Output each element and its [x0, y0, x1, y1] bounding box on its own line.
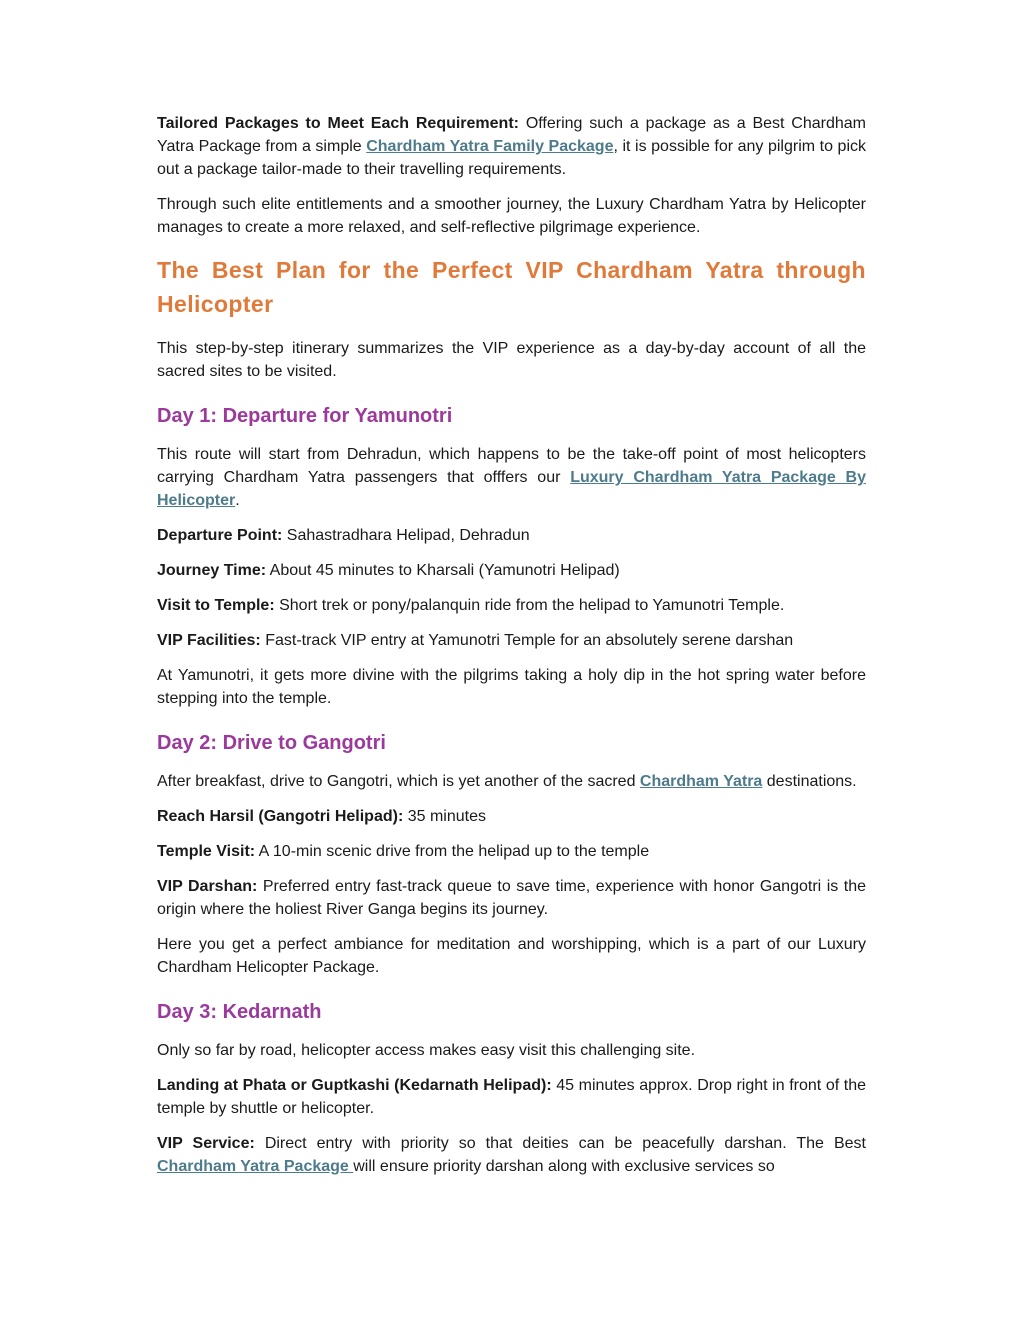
day2-vip-darshan	[157, 875, 866, 921]
day1-journey-time	[157, 559, 866, 582]
day1-departure-text: Sahastradhara Helipad, Dehradun	[282, 527, 530, 544]
itinerary-intro: This step-by-step itinerary summarizes the VIP experience as a day-by-day account of all the sacred sites to be visited.	[157, 340, 866, 380]
day1-route-text-a: This route will start from Dehradun, which happens to be the take-off point of most helicopters carrying Chardham Yatra passengers that offfers our	[157, 446, 866, 486]
day2-intro-paragraph	[157, 770, 866, 793]
tailored-packages-text-a: Offering such a package as a Best Chardham Yatra Package from a simple	[157, 115, 866, 155]
day3-landing-label: Landing at Phata or Guptkashi (Kedarnath Helipad):	[157, 1077, 552, 1094]
elite-entitlements-paragraph: Through such elite entitlements and a smoother journey, the Luxury Chardham Yatra by Helicopter manages to create a more relaxed, and self-reflective pilgrimage experience.	[157, 196, 866, 236]
day3-vip-service	[157, 1132, 866, 1178]
day1-vip-facilities	[157, 629, 866, 652]
day3-intro: Only so far by road, helicopter access makes easy visit this challenging site.	[157, 1042, 696, 1059]
day2-heading: Day 2: Drive to Gangotri	[157, 732, 386, 754]
day2-temple-text: A 10-min scenic drive from the helipad up to the temple	[255, 843, 650, 860]
day1-closing: At Yamunotri, it gets more divine with the pilgrims taking a holy dip in the hot spring water before stepping into the temple.	[157, 667, 866, 707]
day1-vip-text: Fast-track VIP entry at Yamunotri Temple for an absolutely serene darshan	[260, 632, 794, 649]
tailored-packages-text-b: , it is possible for any pilgrim to pick out a package tailor-made to their travelling requirements.	[157, 138, 866, 178]
day1-temple-text: Short trek or pony/palanquin ride from the helipad to Yamunotri Temple.	[274, 597, 785, 614]
tailored-packages-paragraph	[157, 112, 866, 181]
day2-harsil-text: 35 minutes	[403, 808, 486, 825]
chardham-yatra-link[interactable]: Chardham Yatra	[639, 773, 763, 790]
day2-harsil-label: Reach Harsil (Gangotri Helipad):	[157, 808, 404, 825]
section-heading: The Best Plan for the Perfect VIP Chardham Yatra through Helicopter	[157, 257, 866, 317]
day1-temple-visit	[157, 594, 866, 617]
day3-landing	[157, 1074, 866, 1120]
day1-heading: Day 1: Departure for Yamunotri	[157, 405, 453, 427]
day1-route-paragraph	[157, 443, 866, 512]
day1-journey-text: About 45 minutes to Kharsali (Yamunotri Helipad)	[266, 562, 620, 579]
day2-vip-text: Preferred entry fast-track queue to save time, experience with honor Gangotri is the origin where the holiest River Ganga begins its journey.	[157, 878, 867, 918]
day3-vip-text-b: will ensure priority darshan along with exclusive services so	[353, 1158, 775, 1175]
day1-departure-label: Departure Point:	[157, 527, 283, 544]
day2-harsil	[157, 805, 866, 828]
day2-vip-label: VIP Darshan:	[157, 878, 258, 895]
tailored-packages-label: Tailored Packages to Meet Each Requirement:	[157, 115, 519, 132]
day2-closing: Here you get a perfect ambiance for meditation and worshipping, which is a part of our Luxury Chardham Helicopter Package.	[157, 936, 866, 976]
family-package-link[interactable]: Chardham Yatra Family Package	[366, 138, 614, 155]
day1-temple-label: Visit to Temple:	[157, 597, 275, 614]
day2-intro-text-a: After breakfast, drive to Gangotri, which is yet another of the sacred	[157, 773, 640, 790]
day2-temple-visit	[157, 840, 866, 863]
day3-vip-label: VIP Service:	[157, 1135, 255, 1152]
day3-heading: Day 3: Kedarnath	[157, 1001, 322, 1023]
day1-vip-label: VIP Facilities:	[157, 632, 261, 649]
chardham-yatra-package-link[interactable]: Chardham Yatra Package	[157, 1158, 354, 1175]
day1-route-text-b: .	[235, 492, 240, 509]
day2-temple-label: Temple Visit:	[157, 843, 256, 860]
day1-departure-point	[157, 524, 866, 547]
luxury-helicopter-package-link[interactable]: Luxury Chardham Yatra Package By Helicopter	[157, 469, 867, 509]
day3-vip-text-a: Direct entry with priority so that deities can be peacefully darshan. The Best	[254, 1135, 866, 1152]
document-page	[157, 112, 866, 1190]
day2-intro-text-b: destinations.	[762, 773, 857, 790]
day3-landing-text: 45 minutes approx. Drop right in front of the temple by shuttle or helicopter.	[157, 1077, 867, 1117]
day1-journey-label: Journey Time:	[157, 562, 267, 579]
